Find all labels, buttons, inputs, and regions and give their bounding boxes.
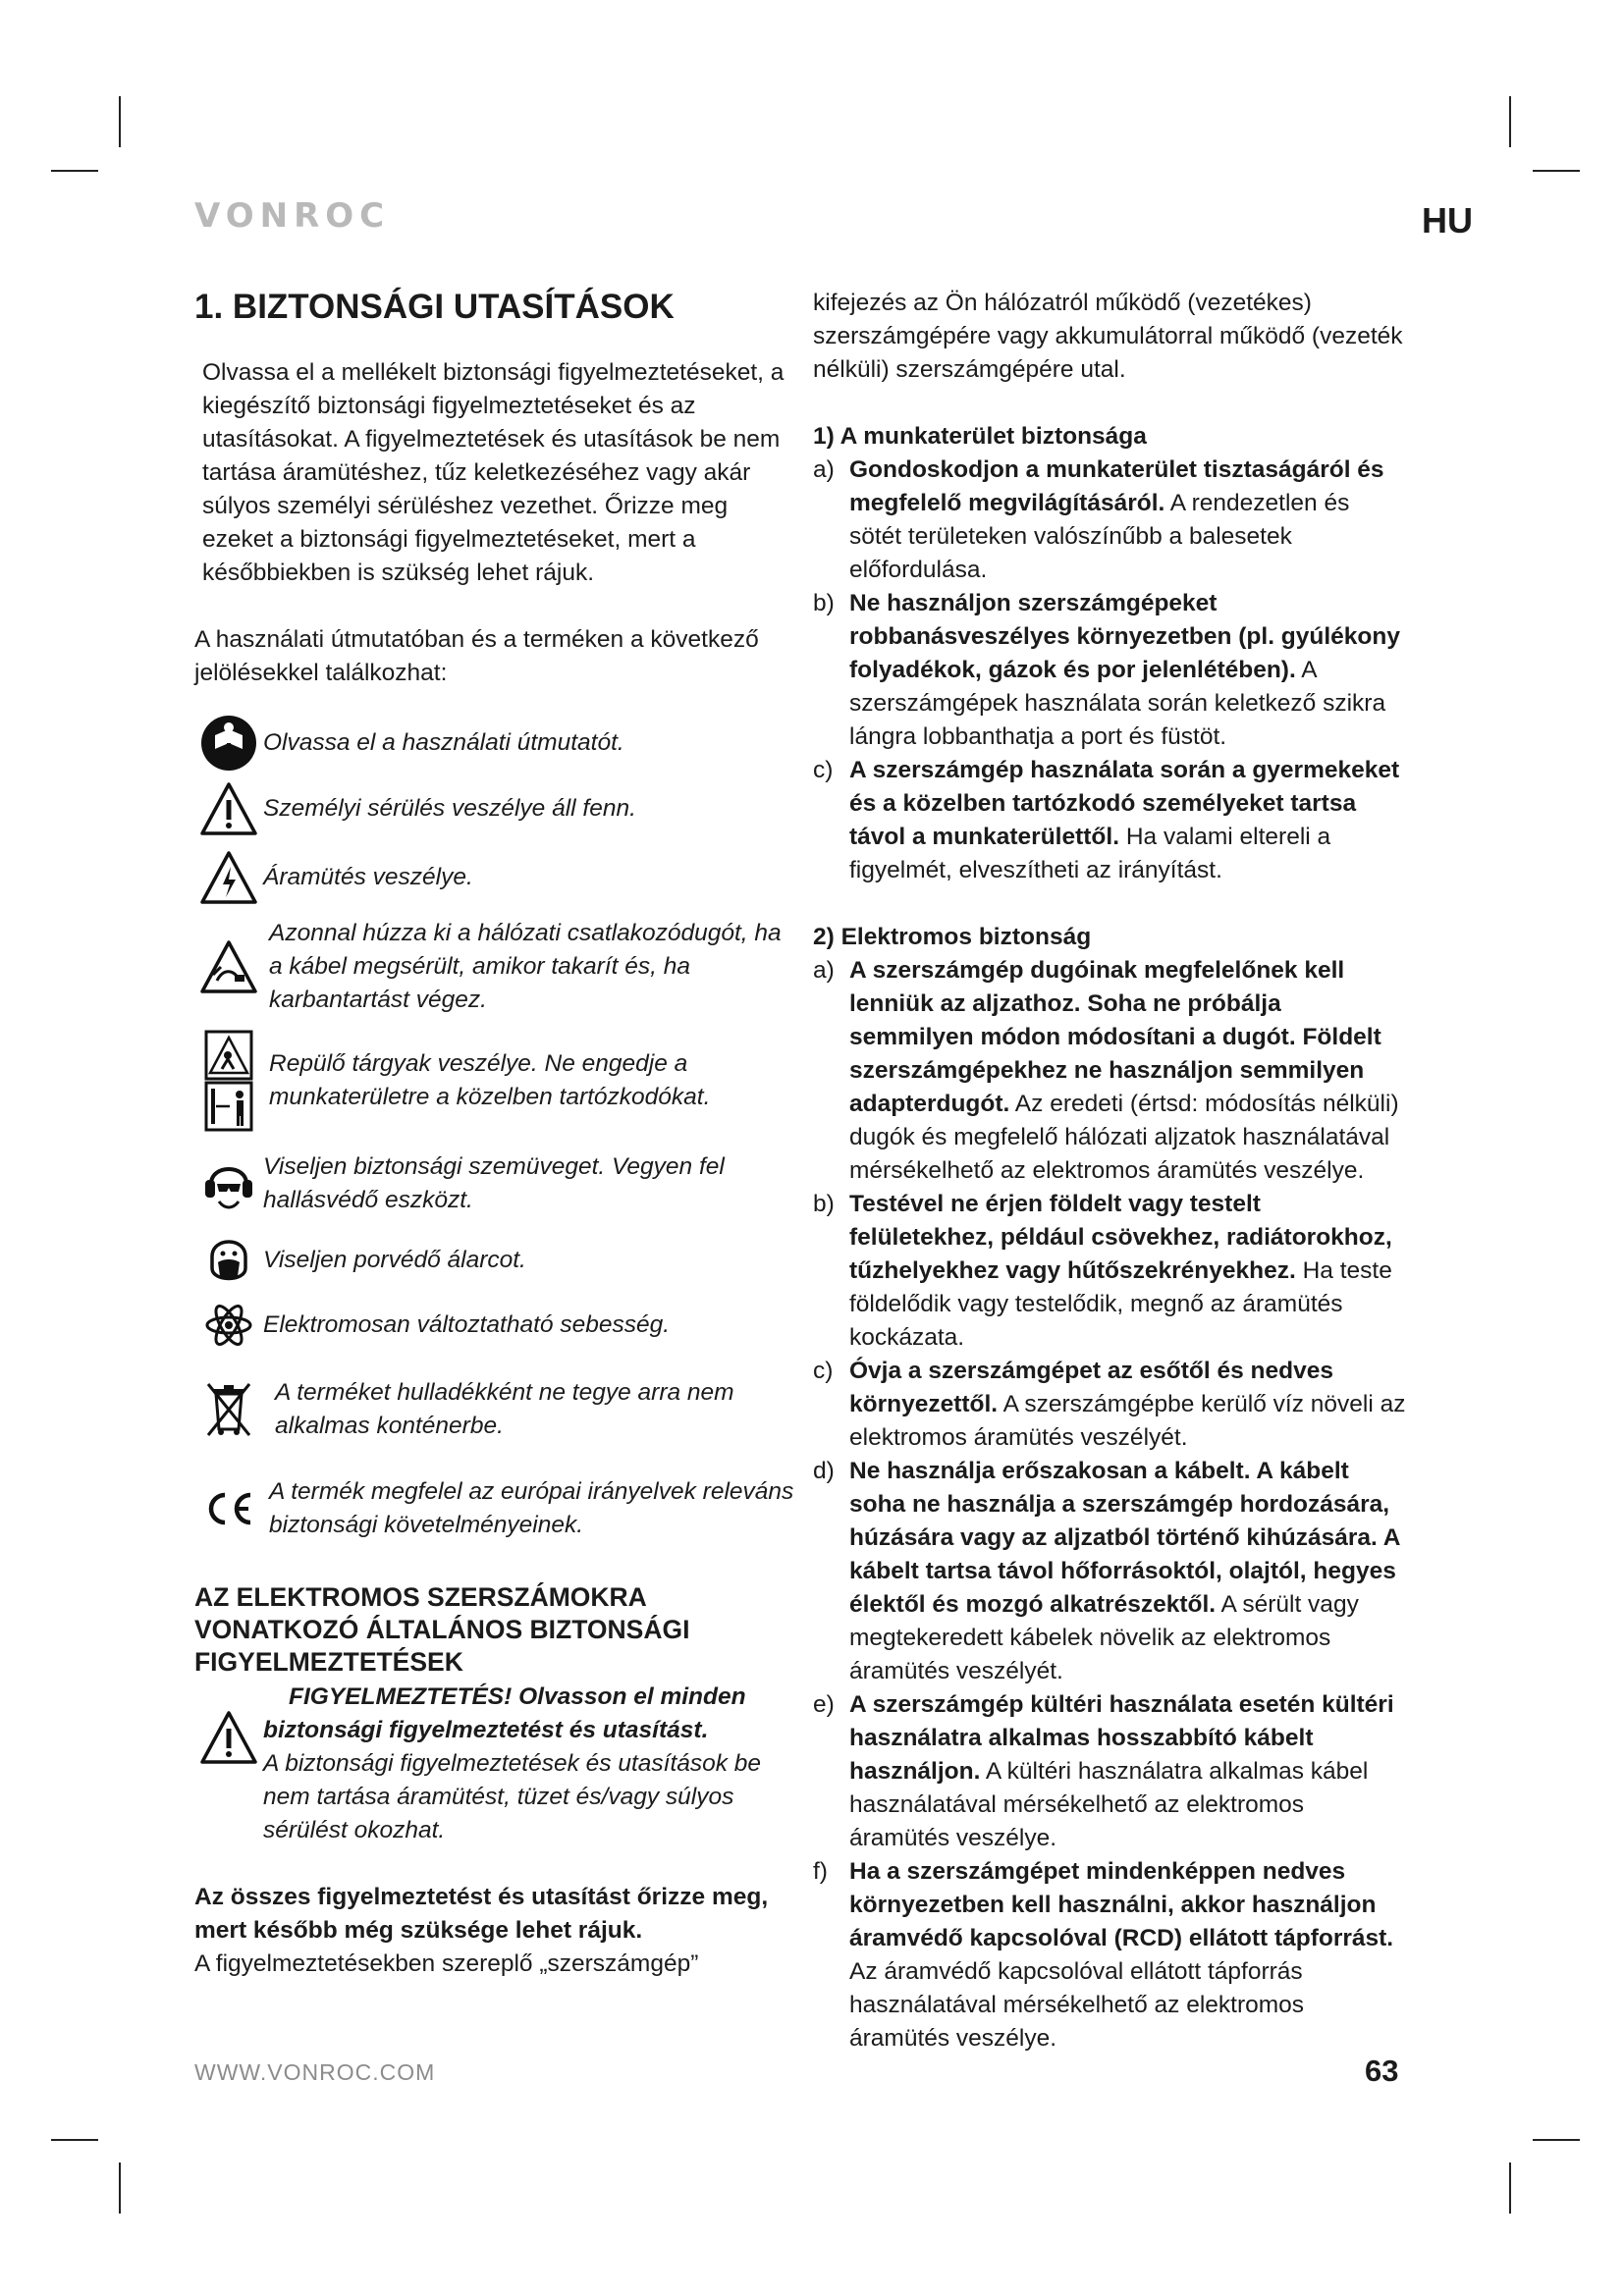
symbol-text: Azonnal húzza ki a hálózati csatlakozódugót, ha a kábel megsérült, amikor takarít és, ha karbantartást végez.	[269, 920, 782, 1013]
symbol-text: Viseljen biztonsági szemüveget. Vegyen fel hallásvédő eszközt.	[263, 1153, 725, 1213]
list-item	[813, 954, 1408, 1188]
item-text: Ha valami eltereli a figyelmét, elveszítheti az irányítást.	[849, 824, 1331, 883]
warning-text: A biztonsági figyelmeztetések és utasítások be nem tartása áramütést, tüzet és/vagy súlyos sérülést okozhat.	[263, 1750, 762, 1843]
symbol-row	[194, 912, 795, 1022]
crop-mark	[1533, 170, 1580, 172]
keep-instructions-text: Az összes figyelmeztetést és utasítást őrizze meg, mert később még szüksége lehet rájuk.	[194, 1884, 769, 1944]
item-marker: c)	[813, 757, 834, 783]
list-item	[813, 1855, 1408, 2056]
symbol-text: Elektromosan változtatható sebesség.	[263, 1311, 671, 1338]
item-marker: e)	[813, 1691, 835, 1718]
list-item	[813, 1455, 1408, 1688]
goggles-ear-protection-icon	[194, 1154, 263, 1213]
crop-mark	[1509, 2163, 1511, 2214]
item-bold: Gondoskodjon a munkaterület tisztaságáról és megfelelő megvilágításáról.	[849, 456, 1384, 516]
page-number: 63	[1365, 2054, 1399, 2088]
item-bold: Ha a szerszámgépet mindenképpen nedves környezetben kell használni, akkor használjon áramvédő kapcsolóval (RCD) ellátott tápforrást.	[849, 1858, 1394, 1951]
crop-mark	[1533, 2139, 1580, 2141]
item-bold: Testével ne érjen földelt vagy testelt felületekhez, például csövekhez, radiátorokhoz, tűzhelyekhez vagy hűtőszekrényekhez.	[849, 1191, 1392, 1284]
warning-bold-text: FIGYELMEZTETÉS! Olvasson el minden biztonsági figyelmeztetést és utasítást.	[263, 1683, 746, 1743]
dust-mask-icon	[194, 1233, 263, 1288]
item-bold: Ne használjon szerszámgépeket robbanásveszélyes környezetben (pl. gyúlékony folyadékok, gázok és por jelenlétében).	[849, 590, 1400, 683]
symbol-row	[194, 1228, 795, 1293]
symbol-row	[194, 712, 795, 774]
item-marker: b)	[813, 1191, 835, 1217]
item-marker: a)	[813, 957, 835, 984]
crossed-bin-icon	[194, 1380, 263, 1439]
symbol-row	[194, 1022, 795, 1140]
symbol-text: Áramütés veszélye.	[263, 864, 473, 890]
symbol-text: Olvassa el a használati útmutatót.	[263, 729, 624, 756]
item-bold: A szerszámgép dugóinak megfelelőnek kell lenniük az aljzathoz. Soha ne próbálja semmilyen módon módosítani a dugót. Földelt szerszámgépekhez ne használjon semmilyen adapterdugót.	[849, 957, 1381, 1117]
section-heading: 1) A munkaterület biztonsága	[813, 423, 1147, 450]
list-item	[813, 1355, 1408, 1455]
item-text: A rendezetlen és sötét területeken valószínűbb a balesetek előfordulása.	[849, 490, 1350, 583]
crop-mark	[1509, 96, 1511, 147]
flying-objects-icon	[194, 1030, 263, 1132]
crop-mark	[51, 170, 98, 172]
item-bold: A szerszámgép kültéri használata esetén kültéri használatra alkalmas hosszabbító kábelt használjon.	[849, 1691, 1394, 1785]
item-text: Az áramvédő kapcsolóval ellátott tápforrás használatával mérsékelhető az elektromos áramütés veszélye.	[849, 1958, 1305, 2052]
item-bold: A szerszámgép használata során a gyermekeket és a közelben tartózkodó személyeket tartsa távol a munkaterülettől.	[849, 757, 1400, 850]
list-item	[813, 754, 1408, 887]
item-text: A sérült vagy megtekeredett kábelek növelik az elektromos áramütés veszélyét.	[849, 1591, 1359, 1684]
left-column	[194, 287, 795, 1981]
symbol-text: Viseljen porvédő álarcot.	[263, 1247, 526, 1273]
item-text: A szerszámgépbe kerülő víz növeli az elektromos áramütés veszélyét.	[849, 1391, 1406, 1451]
symbols-intro: A használati útmutatóban és a terméken a következő jelölésekkel találkozhat:	[194, 626, 759, 686]
crop-mark	[119, 2163, 121, 2214]
item-text: A kültéri használatra alkalmas kábel használatával mérsékelhető az elektromos áramütés veszélye.	[849, 1758, 1369, 1851]
tool-term-text: A figyelmeztetésekben szereplő „szerszámgép”	[194, 1950, 699, 1977]
symbol-row	[194, 1358, 795, 1462]
item-text: A szerszámgépek használata során keletkező szikra lángra lobbanthatja a port és füstöt.	[849, 657, 1386, 750]
symbol-row	[194, 843, 795, 912]
ce-mark-icon	[194, 1489, 263, 1528]
item-marker: d)	[813, 1458, 835, 1484]
symbol-row	[194, 774, 795, 843]
list-item	[813, 587, 1408, 754]
right-column	[813, 287, 1408, 2056]
item-marker: c)	[813, 1358, 834, 1384]
symbol-row	[194, 1462, 795, 1556]
item-marker: f)	[813, 1858, 828, 1885]
brand-logo: VONROC	[194, 196, 391, 236]
item-marker: a)	[813, 456, 835, 483]
crop-mark	[51, 2139, 98, 2141]
item-marker: b)	[813, 590, 835, 616]
footer-url: WWW.VONROC.COM	[194, 2059, 436, 2085]
variable-speed-icon	[194, 1301, 263, 1350]
section-title: 1. BIZTONSÁGI UTASÍTÁSOK	[194, 288, 675, 326]
section-heading: 2) Elektromos biztonság	[813, 924, 1092, 950]
warning-icon	[194, 1681, 263, 1847]
item-bold: Ne használja erőszakosan a kábelt. A kábelt soha ne használja a szerszámgép hordozására, húzására vagy az aljzatból történő kihúzására. A kábelt tartsa távol hőforrásoktól, olajtól, hegyes élektől és mozgó alkatrészektől.	[849, 1458, 1400, 1618]
item-text: Ha teste földelődik vagy testelődik, megnő az áramütés kockázata.	[849, 1257, 1392, 1351]
manual-icon	[194, 714, 263, 773]
symbol-text: Repülő tárgyak veszélye. Ne engedje a munkaterületre a közelben tartózkodókat.	[269, 1050, 711, 1110]
language-code: HU	[1422, 200, 1473, 240]
general-warnings-heading: AZ ELEKTROMOS SZERSZÁMOKRA VONATKOZÓ ÁLTALÁNOS BIZTONSÁGI FIGYELMEZTETÉSEK	[194, 1582, 690, 1677]
symbol-text: A terméket hulladékként ne tegye arra nem alkalmas konténerbe.	[275, 1379, 734, 1439]
symbol-row	[194, 1140, 795, 1228]
list-item	[813, 1688, 1408, 1855]
symbol-row	[194, 1293, 795, 1358]
unplug-icon	[194, 939, 263, 994]
list-item	[813, 1188, 1408, 1355]
crop-mark	[119, 96, 121, 147]
item-bold: Óvja a szerszámgépet az esőtől és nedves környezettől.	[849, 1358, 1333, 1417]
item-text: Az eredeti (értsd: módosítás nélküli) dugók és megfelelő hálózati aljzatok használatával mérsékelhető az elektromos áramütés veszélye.	[849, 1091, 1399, 1184]
electric-shock-icon	[194, 850, 263, 905]
intro-paragraph: Olvassa el a mellékelt biztonsági figyelmeztetéseket, a kiegészítő biztonsági figyelmeztetéseket és az utasításokat. A figyelmeztetések és utasítások be nem tartása áramütéshez, tűz keletkezéséhez vagy akár súlyos személyi sérüléshez vezethet. Őrizze meg ezeket a biztonsági figyelmeztetéseket, mert a későbbiekben is szükség lehet rájuk.	[202, 359, 785, 586]
warning-icon	[194, 781, 263, 836]
symbol-text: Személyi sérülés veszélye áll fenn.	[263, 795, 636, 822]
symbol-text: A termék megfelel az európai irányelvek releváns biztonsági követelményeinek.	[269, 1478, 794, 1538]
list-item	[813, 454, 1408, 587]
general-warning-block	[194, 1681, 795, 1847]
continuation-paragraph: kifejezés az Ön hálózatról működő (vezetékes) szerszámgépére vagy akkumulátorral működő (vezeték nélküli) szerszámgépére utal.	[813, 290, 1403, 383]
